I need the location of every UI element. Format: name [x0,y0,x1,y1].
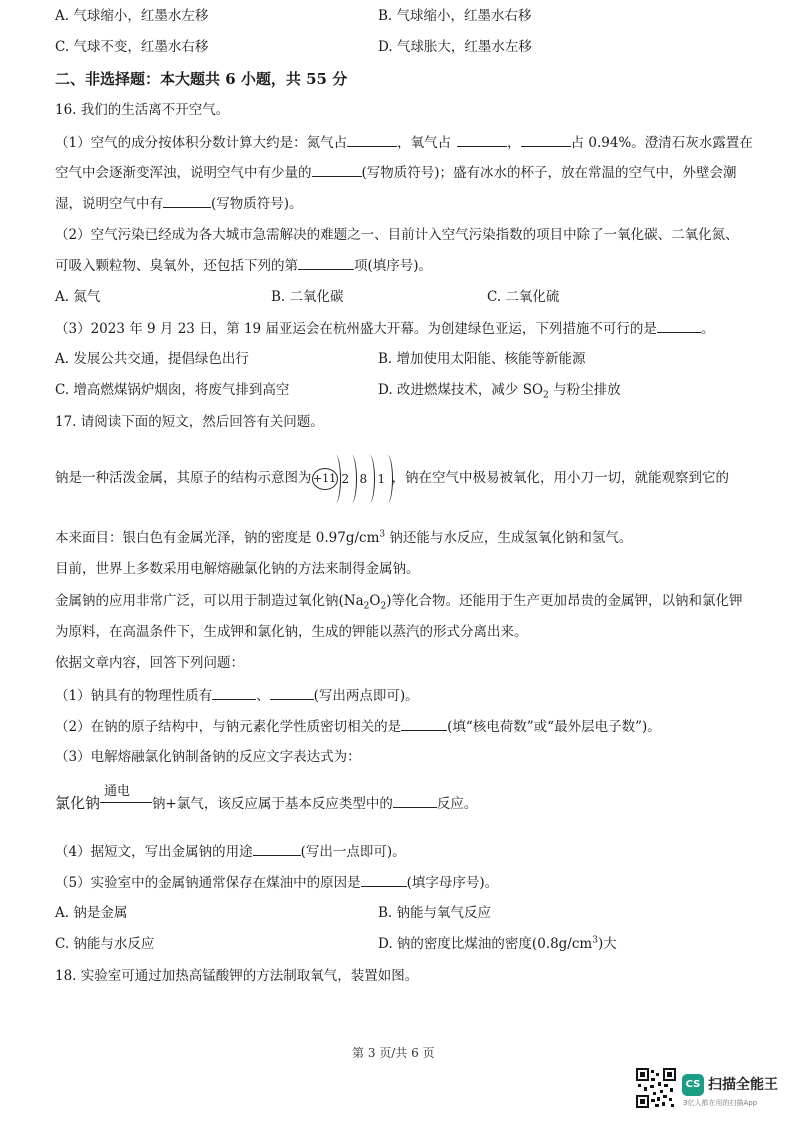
q17-sub5-option-c: C. 钠能与水反应 [55,936,155,952]
q17-para3-line1: 金属钠的应用非常广泛，可以用于制造过氧化钠$(Na_2O_2)$等化合物。还能用于生产更加昂贵的金属钾，以钠和氯化钾 [55,593,743,612]
q16-stem: 16. 我们的生活离不开空气。 [55,102,230,118]
answer-blank[interactable] [521,132,571,147]
sodium-atom-diagram [312,449,392,509]
shell-electrons: 8 [359,471,368,486]
q17-sub2: （2）在钠的原子结构中，与钠元素化学性质密切相关的是 (填“核电荷数”或“最外层电子数”)。 [55,716,661,737]
q16-part2-line1: （2）空气污染已经成为各大城市急需解决的难题之一、目前计入空气污染指数的项目中除了一氧化碳、二氧化氮、 [55,227,739,243]
q15-option-c: C. 气球不变，红墨水右移 [55,39,209,55]
q16-part3-option-b: B. 增加使用太阳能、核能等新能源 [378,351,586,367]
answer-blank[interactable] [270,685,314,700]
q17-para2: 目前，世界上多数采用电解熔融氯化钠的方法来制得金属钠。 [55,561,420,577]
answer-blank[interactable] [393,793,437,808]
answer-blank[interactable] [657,318,701,333]
q17-lead: 依据文章内容，回答下列问题： [55,655,244,671]
q17-para1-line1: 钠是一种活泼金属，其原子的结构示意图为 +11 2 8 1 ，钠在空气中极易被氧化，用小刀一切，就能观察到它的 [55,448,729,509]
q18-stem: 18. 实验室可通过加热高锰酸钾的方法制取氧气，装置如图。 [55,968,419,984]
q16-part3-option-d: D. 改进燃煤技术，减少 $SO_2$ 与粉尘排放 [378,382,621,401]
reaction-arrow: 通电 [100,790,152,814]
electron-shell-arc [382,455,393,503]
q16-part2-option-b: B. 二氧化碳 [271,289,344,305]
q17-sub5-option-d: D. 钠的密度比煤油的密度$(0.8g/cm^3)$大 [378,935,617,952]
q17-stem: 17. 请阅读下面的短文，然后回答有关问题。 [55,414,324,430]
page-number: 第 3 页/共 6 页 [352,1046,435,1060]
electron-shell-arc [364,455,375,503]
answer-blank[interactable] [347,132,397,147]
q17-sub3: （3）电解熔融氯化钠制备钠的反应文字表达式为： [55,749,361,765]
q17-equation: 氯化钠 通电 钠+氯气，该反应属于基本反应类型中的 反应。 [55,784,478,812]
scanner-tagline: 3亿人都在用的扫描App [683,1099,758,1107]
atom-nucleus: +11 [312,468,338,490]
shell-electrons: 1 [377,471,386,486]
answer-blank[interactable] [212,685,256,700]
answer-blank[interactable] [361,872,407,887]
electron-shell-arc [330,455,341,503]
q17-sub1: （1）钠具有的物理性质有 、 (写出两点即可)。 [55,685,419,706]
q16-part2-option-c: C. 二氧化硫 [487,289,560,305]
section-title: 二、非选择题：本大题共 6 小题，共 55 分 [55,70,348,88]
scanner-brand: 扫描全能王 [708,1077,778,1093]
electron-shell-arc [346,455,357,503]
q17-sub4: （4）据短文，写出金属钠的用途 (写出一点即可)。 [55,841,406,862]
q15-option-a: A. 气球缩小，红墨水左移 [55,8,209,24]
answer-blank[interactable] [253,841,301,856]
q16-part2-option-a: A. 氮气 [55,289,101,305]
answer-blank[interactable] [163,193,211,208]
answer-blank[interactable] [457,132,507,147]
answer-blank[interactable] [298,255,354,270]
qr-code-icon [636,1068,676,1108]
q16-part3-option-a: A. 发展公共交通，提倡绿色出行 [55,351,249,367]
q17-sub5: （5）实验室中的金属钠通常保存在煤油中的原因是 (填字母序号)。 [55,872,498,893]
q16-part3: （3）2023 年 9 月 23 日，第 19 届亚运会在杭州盛大开幕。为创建绿色亚运，下列措施不可行的是 。 [55,318,714,339]
q15-option-d: D. 气球胀大，红墨水左移 [378,39,532,55]
shell-electrons: 2 [341,471,350,486]
q16-part1-line1: （1）空气的成分按体积分数计算大约是：氮气占 ，氧气占 ， 占 0.94%。澄清石灰水露置在 [55,132,753,153]
answer-blank[interactable] [401,716,447,731]
q17-sub5-option-a: A. 钠是金属 [55,905,128,921]
camscanner-logo-icon: CS [682,1074,704,1096]
q16-part3-option-c: C. 增高燃煤锅炉烟囱，将废气排到高空 [55,382,290,398]
q16-part2-line2: 可吸入颗粒物、臭氧外，还包括下列的第 项(填序号)。 [55,255,432,276]
answer-blank[interactable] [312,162,362,177]
q17-para1-line2: 本来面目：银白色有金属光泽，钠的密度是 $0.97g/cm^3$ 钠还能与水反应，生成氢氧化钠和氢气。 [55,529,633,546]
q17-sub5-option-b: B. 钠能与氧气反应 [378,905,492,921]
q17-para3-line2: 为原料，在高温条件下，生成钾和氯化钠，生成的钾能以蒸汽的形式分离出来。 [55,624,528,640]
q16-part1-line3: 湿，说明空气中有 (写物质符号)。 [55,193,303,214]
q15-option-b: B. 气球缩小，红墨水右移 [378,8,532,24]
q16-part1-line2: 空气中会逐渐变浑浊，说明空气中有少量的 (写物质符号)；盛有冰水的杯子，放在常温的空气中，外壁会潮 [55,162,737,183]
